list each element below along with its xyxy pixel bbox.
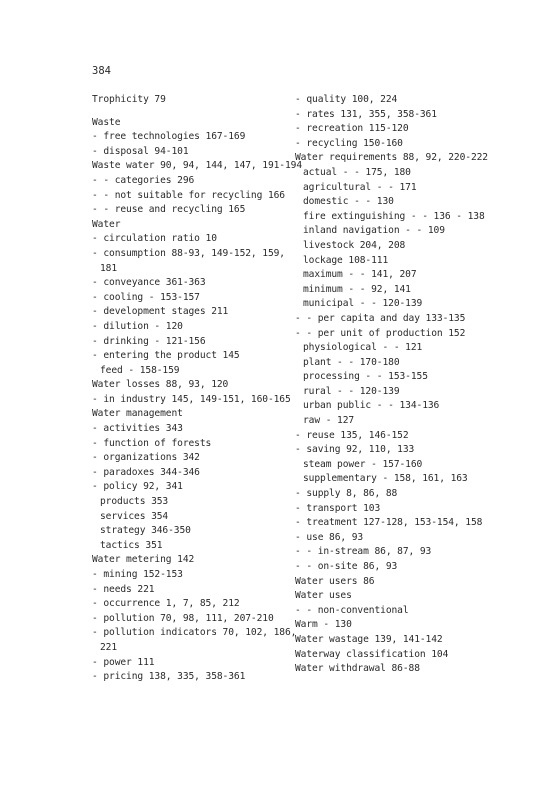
index-entry: Water withdrawal 86-88 <box>295 663 420 675</box>
index-entry: - free technologies 167-169 <box>92 131 246 143</box>
index-column-right <box>295 93 505 677</box>
index-entry: Water management <box>92 408 183 420</box>
index-entry: 221 <box>100 641 118 653</box>
index-entry: Water metering 142 <box>92 554 195 566</box>
page-number: 384 <box>92 65 111 77</box>
index-entry: - power 111 <box>92 656 155 668</box>
index-entry: - pricing 138, 335, 358-361 <box>92 671 246 683</box>
index-entry: - occurrence 1, 7, 85, 212 <box>92 598 240 610</box>
index-entry: - - on-site 86, 93 <box>295 561 398 572</box>
index-entry: - drinking - 121-156 <box>92 335 206 347</box>
index-entry: - disposal 94-101 <box>92 145 189 157</box>
index-entry: Trophicity 79 <box>92 94 166 105</box>
index-entry: - organizations 342 <box>92 452 200 464</box>
index-entry: - entering the product 145 <box>92 350 240 362</box>
index-entry: maximum - - 141, 207 <box>303 269 417 281</box>
index-entry: Waterway classification 104 <box>295 648 449 660</box>
index-entry: services 354 <box>100 510 169 522</box>
index-entry: municipal - - 120-139 <box>303 298 423 310</box>
index-entry: lockage 108-111 <box>303 254 389 266</box>
index-entry: - mining 152-153 <box>92 569 183 580</box>
index-entry: - function of forests <box>92 437 212 449</box>
index-entry: - - not suitable for recycling 166 <box>92 189 285 201</box>
index-entry: - dilution - 120 <box>92 320 183 332</box>
index-entry: - in industry 145, 149-151, 160-165 <box>92 393 291 405</box>
index-entry: - recycling 150-160 <box>295 137 403 149</box>
index-entry: agricultural - - 171 <box>303 181 417 193</box>
index-entry: livestock 204, 208 <box>303 239 406 251</box>
index-entry: supplementary - 158, 161, 163 <box>303 473 468 485</box>
index-entry: steam power - 157-160 <box>303 458 423 470</box>
index-entry: - - reuse and recycling 165 <box>92 204 246 216</box>
index-entry: - needs 221 <box>92 583 155 595</box>
index-entry: - pollution indicators 70, 102, 186, <box>92 627 297 639</box>
index-entry: processing - - 153-155 <box>303 371 428 383</box>
index-entry: - recreation 115-120 <box>295 123 409 135</box>
index-entry: - - categories 296 <box>92 174 195 186</box>
index-entry: - policy 92, 341 <box>92 481 183 493</box>
index-entry: actual - - 175, 180 <box>303 166 411 178</box>
index-entry: Water wastage 139, 141-142 <box>295 633 443 645</box>
index-entry: Water users 86 <box>295 575 375 587</box>
index-column-left <box>92 93 303 685</box>
index-entry: - use 86, 93 <box>295 531 364 543</box>
index-entry: - - non-conventional <box>295 604 409 616</box>
index-entry: - supply 8, 86, 88 <box>295 488 398 500</box>
index-entry: Water <box>92 218 121 230</box>
index-entry: urban public - - 134-136 <box>303 400 440 412</box>
index-entry: - cooling - 153-157 <box>92 291 200 303</box>
index-entry: Waste <box>92 116 121 128</box>
index-entry: - - in-stream 86, 87, 93 <box>295 546 432 558</box>
index-entry: - transport 103 <box>295 502 381 514</box>
index-entry: - pollution 70, 98, 111, 207-210 <box>92 612 274 624</box>
index-entry: - consumption 88-93, 149-152, 159, <box>92 247 285 259</box>
index-entry: - conveyance 361-363 <box>92 277 206 289</box>
index-entry: 181 <box>100 262 118 274</box>
index-entry: plant - - 170-180 <box>303 356 400 368</box>
index-entry: - saving 92, 110, 133 <box>295 444 415 456</box>
index-entry: inland navigation - - 109 <box>303 225 445 237</box>
index-entry: - reuse 135, 146-152 <box>295 429 409 441</box>
index-entry: raw - 127 <box>303 415 355 427</box>
index-entry: strategy 346-350 <box>100 525 191 537</box>
index-entry: Waste water 90, 94, 144, 147, 191-194 <box>92 160 303 172</box>
index-entry: Water requirements 88, 92, 220-222 <box>295 152 488 164</box>
index-entry: physiological - - 121 <box>303 342 423 354</box>
index-entry: - development stages 211 <box>92 306 229 318</box>
index-entry: feed - 158-159 <box>100 364 180 376</box>
index-entry: - activities 343 <box>92 423 183 435</box>
index-entry: fire extinguishing - - 136 - 138 <box>303 210 485 222</box>
index-entry: - rates 131, 355, 358-361 <box>295 108 437 120</box>
index-entry: tactics 351 <box>100 539 163 551</box>
index-entry: rural - - 120-139 <box>303 385 400 397</box>
index-entry: - quality 100, 224 <box>295 94 398 105</box>
index-entry: minimum - - 92, 141 <box>303 283 411 295</box>
index-entry: Warm - 130 <box>295 619 352 631</box>
index-entry: Water losses 88, 93, 120 <box>92 379 229 391</box>
index-entry: - treatment 127-128, 153-154, 158 <box>295 517 483 529</box>
index-entry: products 353 <box>100 496 169 508</box>
index-entry: - - per capita and day 133-135 <box>295 312 466 324</box>
index-entry: - circulation ratio 10 <box>92 233 217 245</box>
index-entry: - - per unit of production 152 <box>295 327 466 339</box>
index-entry: - paradoxes 344-346 <box>92 466 200 478</box>
index-entry: domestic - - 130 <box>303 196 394 208</box>
index-entry: Water uses <box>295 590 352 602</box>
